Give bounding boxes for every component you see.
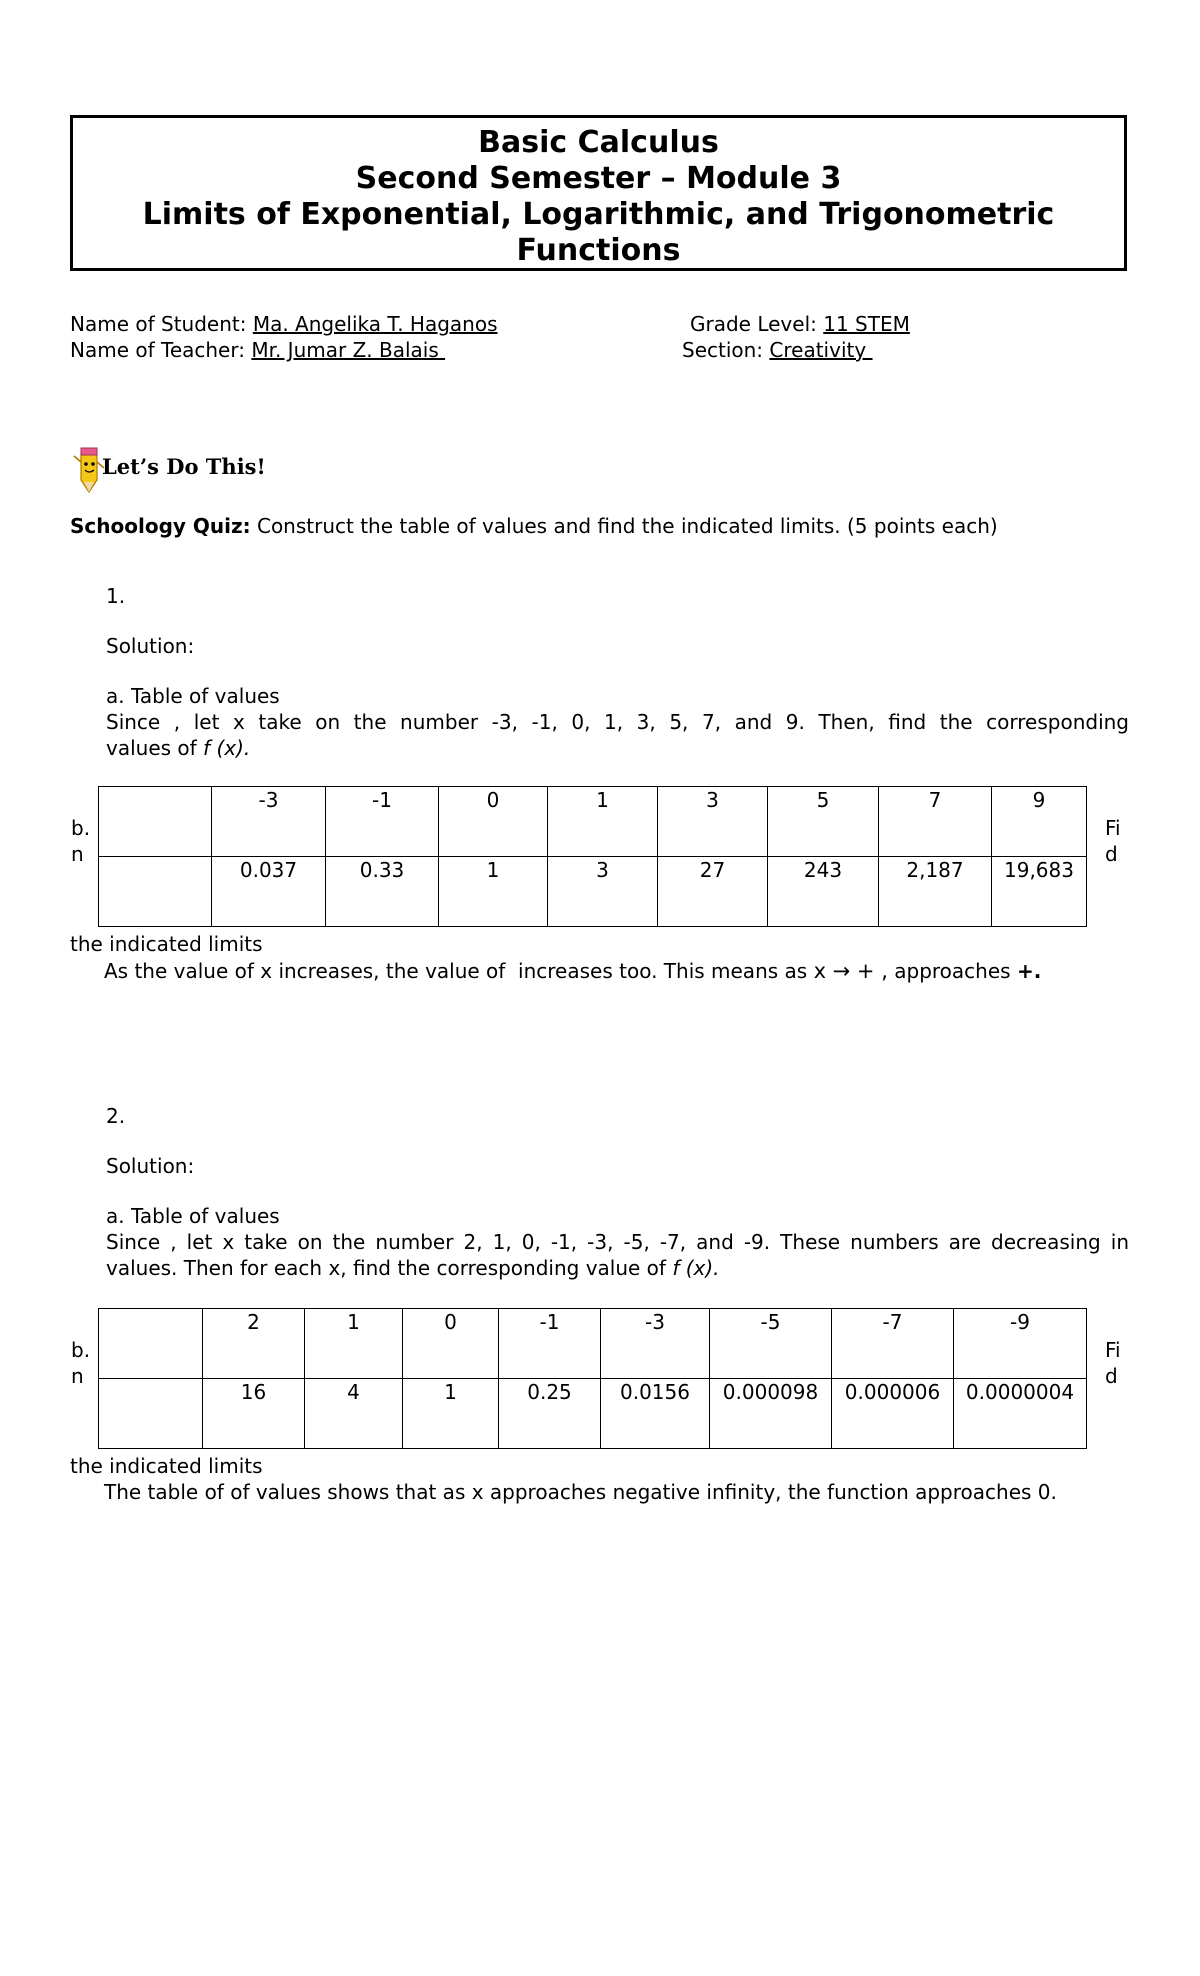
student-label: Name of Student: (70, 312, 253, 336)
table-row-x (99, 1309, 1087, 1379)
table-cell: 2,187 (879, 857, 992, 927)
table-cell: -3 (212, 787, 326, 857)
grade-level-row (690, 311, 910, 337)
problem-2-b-label: b. n (71, 1338, 91, 1388)
table-header-cell (99, 1309, 203, 1379)
grade-label: Grade Level: (690, 312, 824, 336)
table-row-fx (99, 857, 1087, 927)
function-notation: f (x). (672, 1256, 720, 1280)
table-cell: -3 (601, 1309, 710, 1379)
conclusion-text-a: As the value of x increases, the value of increases too. This means as (104, 959, 814, 983)
section-label: Section: (682, 338, 770, 362)
problem-2-values-table (98, 1308, 1087, 1449)
table-cell: 0.33 (326, 857, 439, 927)
table-header-cell (99, 1379, 203, 1449)
problem-2-solution-label: Solution: (106, 1154, 195, 1178)
topic-title-cont: Functions (516, 233, 681, 268)
table-header-cell (99, 787, 212, 857)
problem-1-solution-label: Solution: (106, 634, 195, 658)
quiz-instructions (70, 513, 998, 539)
table-cell: 0.0000004 (954, 1379, 1087, 1449)
problem-1-b-label: b. n (71, 816, 91, 866)
table-cell: 0.0156 (601, 1379, 710, 1449)
problem-2-find-label: Fi d (1105, 1338, 1121, 1388)
problem-1-values-line (106, 735, 250, 761)
table-cell: 1 (548, 787, 658, 857)
table-cell: 27 (658, 857, 768, 927)
table-header-cell (99, 857, 212, 927)
problem-1-instruction: Since , let x take on the number -3, -1, 0, 1, 3, 5, 7, and 9. Then, find the corresponding (106, 710, 1129, 734)
table-cell: 7 (879, 787, 992, 857)
table-cell: -7 (832, 1309, 954, 1379)
quiz-label: Schoology Quiz: (70, 514, 251, 538)
table-cell: 3 (548, 857, 658, 927)
module-title: Second Semester – Module 3 (355, 161, 842, 196)
table-cell: 16 (203, 1379, 305, 1449)
function-notation: f (x). (203, 736, 251, 760)
teacher-value: Mr. Jumar Z. Balais (251, 338, 446, 362)
table-cell: 1 (439, 857, 548, 927)
course-title: Basic Calculus (478, 125, 719, 160)
pencil-mascot-icon (72, 442, 106, 496)
teacher-label: Name of Teacher: (70, 338, 252, 362)
problem-2-conclusion: The table of of values shows that as x approaches negative infinity, the function approaches 0. (104, 1480, 1057, 1504)
table-cell: 0.037 (212, 857, 326, 927)
topic-title: Limits of Exponential, Logarithmic, and Trigonometric (142, 197, 1055, 232)
problem-1-part-a: a. Table of values (106, 684, 280, 708)
problem-1-number: 1. (106, 584, 126, 608)
table-cell: 243 (768, 857, 879, 927)
conclusion-text-c: approaches (887, 959, 1017, 983)
table-cell: -1 (499, 1309, 601, 1379)
table-row-x (99, 787, 1087, 857)
grade-value: 11 STEM (823, 312, 910, 336)
table-cell: -1 (326, 787, 439, 857)
table-cell: 0 (439, 787, 548, 857)
table-cell: 0 (403, 1309, 499, 1379)
table-cell: -9 (954, 1309, 1087, 1379)
problem-2-limits-label: the indicated limits (70, 1454, 263, 1478)
limit-expression: x → + , (813, 959, 888, 983)
lets-do-this-banner (72, 442, 272, 498)
problem-2-instruction: Since , let x take on the number 2, 1, 0, -1, -3, -5, -7, and -9. These numbers are decreasing in (106, 1230, 1129, 1254)
limit-result: +. (1016, 959, 1042, 983)
quiz-text: Construct the table of values and find the indicated limits. (5 points each) (250, 514, 998, 538)
problem-1-find-label: Fi d (1105, 816, 1121, 866)
values-prefix: values. Then for each x, find the corresponding value of (106, 1256, 673, 1280)
table-cell: 5 (768, 787, 879, 857)
student-value: Ma. Angelika T. Haganos (252, 312, 498, 336)
table-row-fx (99, 1379, 1087, 1449)
table-cell: 1 (305, 1309, 403, 1379)
problem-2-number: 2. (106, 1104, 126, 1128)
table-cell: 0.000006 (832, 1379, 954, 1449)
section-value: Creativity (769, 338, 873, 362)
table-cell: 4 (305, 1379, 403, 1449)
banner-text: Let’s Do This! (102, 454, 266, 479)
table-cell: 1 (403, 1379, 499, 1449)
table-cell: 9 (992, 787, 1087, 857)
table-cell: -5 (710, 1309, 832, 1379)
teacher-name-row (70, 337, 445, 363)
values-prefix: values of (106, 736, 204, 760)
title-box (70, 115, 1127, 271)
table-cell: 19,683 (992, 857, 1087, 927)
problem-2-values-line (106, 1255, 720, 1281)
table-cell: 0.000098 (710, 1379, 832, 1449)
table-cell: 3 (658, 787, 768, 857)
student-name-row (70, 311, 498, 337)
problem-1-limits-label: the indicated limits (70, 932, 263, 956)
problem-1-values-table (98, 786, 1087, 927)
section-row (682, 337, 873, 363)
problem-1-conclusion (104, 958, 1041, 984)
problem-2-part-a: a. Table of values (106, 1204, 280, 1228)
table-cell: 0.25 (499, 1379, 601, 1449)
table-cell: 2 (203, 1309, 305, 1379)
